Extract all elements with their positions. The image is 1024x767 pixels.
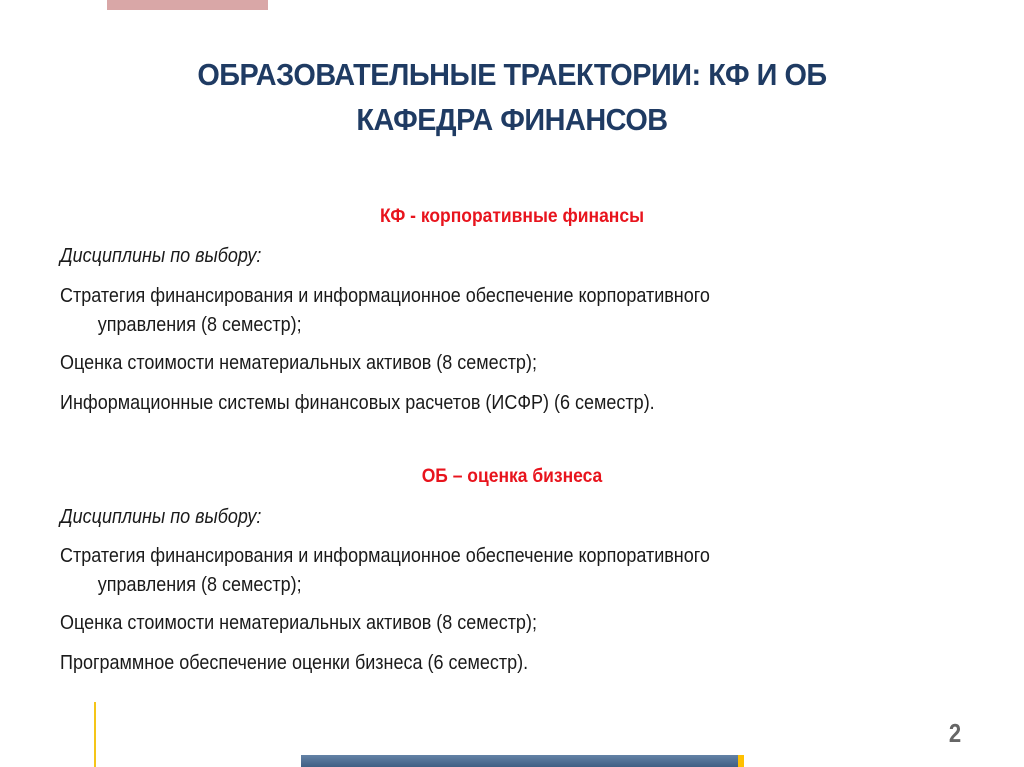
section-heading-kf: КФ - корпоративные финансы <box>379 206 645 227</box>
title-line-1: ОБРАЗОВАТЕЛЬНЫЕ ТРАЕКТОРИИ: КФ И ОБ <box>197 57 827 92</box>
item-text: Информационные системы финансовых расчетов (ИСФР) (6 семестр). <box>60 392 655 414</box>
electives-label-kf: Дисциплины по выбору: <box>60 245 262 267</box>
item-text: Стратегия финансирования и информационное обеспечение корпоративного <box>60 285 710 307</box>
bottom-bar-accent <box>738 755 744 767</box>
list-item <box>60 542 924 600</box>
bottom-decorative-bar <box>301 755 738 767</box>
title-line-2: КАФЕДРА ФИНАНСОВ <box>356 102 668 137</box>
list-item <box>60 389 924 418</box>
list-item <box>60 282 924 340</box>
list-item <box>60 609 924 638</box>
item-text: Стратегия финансирования и информационное обеспечение корпоративного <box>60 545 710 567</box>
item-text-continued: управления (8 семестр); <box>97 314 302 336</box>
item-text: Программное обеспечение оценки бизнеса (6 семестр). <box>60 652 529 674</box>
section-heading-ob: ОБ – оценка бизнеса <box>421 466 603 487</box>
item-text-continued: управления (8 семестр); <box>97 574 302 596</box>
item-text: Оценка стоимости нематериальных активов (8 семестр); <box>60 612 537 634</box>
list-item <box>60 649 924 678</box>
slide-title <box>129 52 895 142</box>
page-number: 2 <box>948 718 962 748</box>
top-decorative-bar <box>107 0 268 10</box>
electives-label-ob: Дисциплины по выбору: <box>60 506 262 528</box>
item-text: Оценка стоимости нематериальных активов (8 семестр); <box>60 352 537 374</box>
yellow-accent-line <box>94 702 96 767</box>
list-item <box>60 349 924 378</box>
